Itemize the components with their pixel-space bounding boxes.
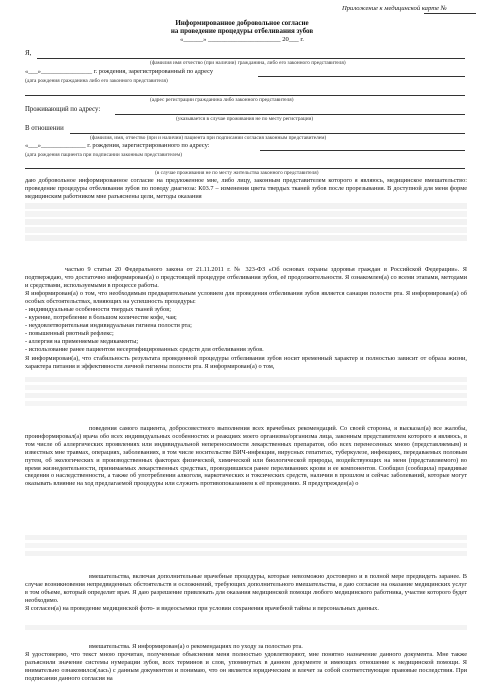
reg-address-hint: (адрес регистрации гражданина либо законного представителя) — [150, 97, 294, 103]
residence-label: Проживающий по адресу: — [25, 106, 101, 113]
faded-text-block-1 — [25, 201, 467, 261]
residence-hint: (указывается в случае проживания не по месту регистрации) — [176, 116, 314, 122]
risk-item-4: - повышенный рвотный рефлекс; — [25, 330, 114, 337]
paragraph-patient-behavior: поведения самого пациента, добросовестного выполнения всех врачебных рекомендаций. Со своей стороны, я высказал(а) все жалобы, проинформировал(а) врача обо всех индивидуальных особенностях и реакциях моего организма/организма лица, законным представителем которого я являюсь, в том числе об аллергических проявлениях или индивидуальной непереносимости лекарственных препаратов, обо всех перенесенных мною (представляемым) и известных мне травмах, операциях, заболеваниях, в том числе носительстве ВИЧ-инфекции, вирусных гепатитах, туберкулезе, инфекциях, передаваемых половым путем, об экологических и производственных факторах физической, химической или биологической природы, воздействующих на меня (представляемого) во время жизнедеятельности, принимаемых лекарственных средствах, проводившихся ранее переливаниях крови и ее компонентов. Сообщил (сообщила) правдивые сведения о наследственности, а также об употреблении алкоголя, наркотических и токсических средств, наличии в прошлом и сейчас заболеваний, которые могут оказывать влияние на ход предлагаемой процедуры или служить противопоказанием к её проведению. Я предупрежден(а) о — [25, 425, 467, 488]
risk-item-1: - индивидуальные особенности твердых тканей зубов; — [25, 306, 171, 313]
annex-label: Приложение к медицинской карте № — [342, 5, 447, 12]
fio-line — [37, 58, 465, 59]
residence-line — [115, 114, 465, 115]
paragraph-certification: Я удостоверяю, что текст мною прочитан, полученные объяснения меня полностью удовлетворяют, мне понятно назначение данного документа. Мне также разъяснили значение системы нумерации зубов, всех терминов и слов, упомянутых в данном документе и имеющих отношение к медицинской помощи. Я внимательно ознакомился(лась) с данным документом и понимаю, что он является юридическим и влечет за собой соответствующие правовые последствия. При подписании данного согласия на — [25, 651, 467, 682]
regarding-label: В отношении — [25, 125, 64, 132]
patient-address-line — [25, 168, 465, 169]
risk-item-6: - использование ранее пациентом несертифицированных средств для отбеливания зубов. — [25, 346, 264, 353]
card-number-line — [424, 13, 476, 14]
patient-residence-hint: (в случае проживания не по месту жительства законного представителя) — [155, 170, 319, 176]
paragraph-stability: Я информирован(а), что стабильность результата проведенной процедуры отбеливания зубов носит временный характер и полностью зависит от образа жизни, характера питания и эффективности личной гигиены полости рта. Я информирован(а) о том, — [25, 355, 467, 370]
fio-hint: (фамилия имя отчество (при наличии) гражданина, либо его законного представителя) — [150, 60, 346, 66]
represented-fio-hint: (фамилия, имя, отчество (при и наличии) пациента при подписании согласия законным представителем) — [90, 135, 327, 141]
faded-text-block-2 — [25, 374, 467, 420]
birth-row-2: «___»______________ г. рождения, зарегистрированного по адресу: — [25, 142, 210, 149]
paragraph-photo-consent: Я согласен(а) на проведение медицинской фото- и видеосъемки при условии сохранения врачебной тайны и персональных данных. — [25, 605, 379, 612]
document-title-line1: Информированное добровольное согласие — [175, 19, 309, 27]
birth-row-line — [258, 76, 465, 77]
birth-row-2-line — [260, 150, 465, 151]
risk-item-5: - аллергия на применяемые медикаменты; — [25, 338, 139, 345]
paragraph-sanation: Я информирован(а) о том, что необходимым предварительным условием для проведения отбеливания зубов является санация полости рта. Я информирован(а) об особых обстоятельствах, влияющих на успешность процедуры: — [25, 290, 467, 305]
paragraph-additional-interventions: вмешательства, включая дополнительные врачебные процедуры, которые невозможно достоверно и в полной мере предвидеть заранее. В случае возникновения непредвиденных обстоятельств и осложнений, требующих дополнительного вмешательства, я даю согласие на оказание медицинских услуг в том объеме, который определит врач. Я даю разрешение привлекать для оказания медицинской помощи любого медицинского работника, участие которого будет необходимо. — [25, 573, 467, 604]
faded-text-block-3 — [25, 532, 467, 572]
paragraph-care-recommendations: вмешательства. Я информирован(а) о рекомендациях по уходу за полостью рта. — [89, 643, 303, 650]
ya-label: Я, — [25, 49, 32, 57]
document-date: «______» ______________________ 20___ г. — [180, 36, 304, 43]
dob-hint: (дата рождения гражданина либо его законного представителя) — [25, 78, 168, 84]
risk-item-2: - курение, потребление в большом количестве кофе, чая; — [25, 314, 177, 321]
paragraph-law: частью 9 статьи 20 Федерального закона от 21.11.2011 г. № 323-ФЗ «Об основах охраны здоровья граждан в Российской Федерации». Я подтверждаю, что достаточно информирован(а) о предстоящей процедуре отбеливания зубов, её продолжительности. Я ознакомлен(а) со всеми этапами, методами и средствами, используемыми в процессе работы. — [25, 266, 467, 289]
birth-row: «___»________________ г. рождения, зарегистрированный по адресу — [25, 68, 214, 75]
reg-address-line — [25, 95, 465, 96]
risk-item-3: - неудовлетворительная индивидуальная гигиена полости рта; — [25, 322, 192, 329]
regarding-line — [70, 133, 465, 134]
faded-text-block-4 — [25, 622, 467, 640]
patient-dob-hint: (дата рождения пациента при подписании законным представителем) — [25, 152, 183, 158]
paragraph-consent: даю добровольное информированное согласие на предложенное мне, либо лицу, законным представителем которого я являюсь, медицинское вмешательство: проведение процедуры отбеливания зубов по поводу диагноза: К03.7 – изменения цвета твердых тканей зубов после прорезывания. В доступной для меня форме медицинским работником мне разъяснены цели, методы оказания — [25, 177, 467, 200]
document-title-line2: на проведение процедуры отбеливания зубов — [170, 27, 314, 35]
